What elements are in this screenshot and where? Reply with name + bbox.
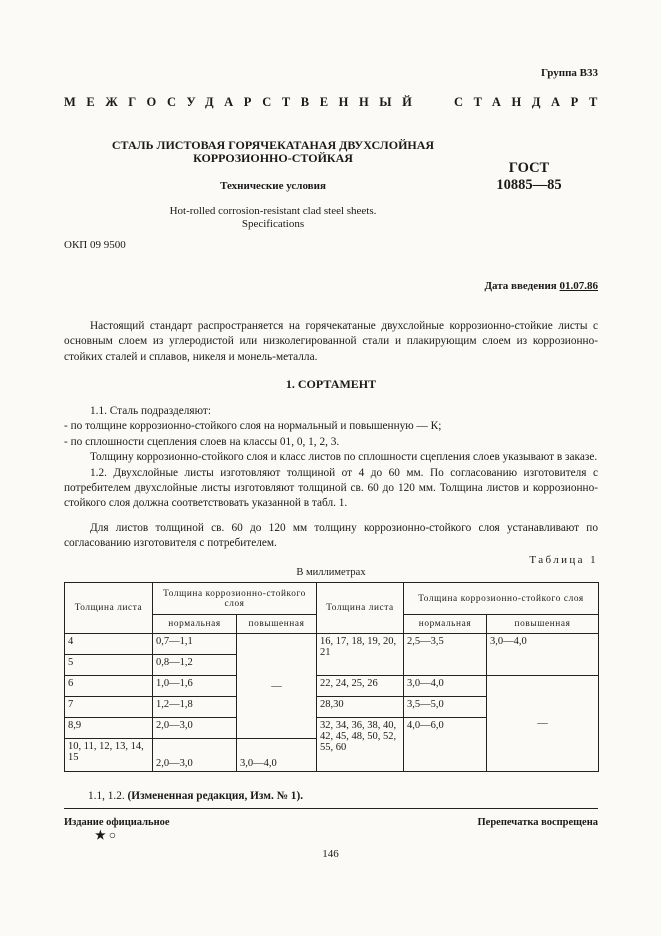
- cell-normal: 2,0—3,0: [153, 739, 237, 772]
- amendment-prefix: 1.1, 1.2.: [88, 790, 125, 802]
- header-normal: нормальная: [404, 615, 487, 634]
- gost-designation: [489, 160, 569, 194]
- amendment-text: (Измененная редакция, Изм. № 1).: [127, 790, 304, 802]
- clause-1-2: 1.2. Двухслойные листы изготовляют толщиной от 4 до 60 мм. По согласованию изготовителя с потребителем двухслойные листы изготовляют толщиной св. 60 до 120 мм. Толщина листов и коррозионно-стойкого слоя должна соответствовать указанной в табл. 1.: [64, 466, 598, 510]
- table-row: [65, 676, 599, 697]
- cell-high: 3,0—4,0: [487, 634, 599, 676]
- cell-sheet: 8,9: [65, 718, 153, 739]
- official-edition: Издание официальное: [64, 817, 170, 828]
- cell-normal: 1,0—1,6: [153, 676, 237, 697]
- english-title-line-1: Hot-rolled corrosion-resistant clad steel sheets.: [169, 205, 377, 217]
- page-number: 146: [322, 848, 339, 860]
- cell-sheet: 16, 17, 18, 19, 20, 21: [317, 634, 404, 676]
- gost-label: ГОСТ: [508, 160, 550, 176]
- cell-high-dash: —: [237, 634, 317, 739]
- cell-sheet: 4: [65, 634, 153, 655]
- intro-paragraph: Настоящий стандарт распространяется на горячекатаные двухслойные коррозионно-стойкие листы с основным слоем из углеродистой или низколегированной стали и плакирующим слоем из коррозионно-стойких сталей и сплавов, никеля и монель-металла.: [64, 320, 598, 363]
- cell-sheet: 22, 24, 25, 26: [317, 676, 404, 697]
- clause-thick-sheets: Для листов толщиной св. 60 до 120 мм толщину коррозионно-стойкого слоя устанавливают по согласованию изготовителя с потребителем.: [64, 522, 598, 550]
- cell-normal: 2,5—3,5: [404, 634, 487, 676]
- title-line-1: СТАЛЬ ЛИСТОВАЯ ГОРЯЧЕКАТАНАЯ ДВУХСЛОЙНАЯ: [111, 138, 435, 152]
- footer-divider: [64, 808, 598, 809]
- cell-normal: 1,2—1,8: [153, 697, 237, 718]
- header-high: повышенная: [237, 615, 317, 634]
- table-row: [65, 634, 599, 655]
- header-layer-thickness: Толщина коррозионно-стойкого слоя: [404, 583, 599, 615]
- cell-normal: 2,0—3,0: [153, 718, 237, 739]
- amendment-note: [88, 790, 303, 802]
- clause-1-1: 1.1. Сталь подразделяют:: [90, 405, 211, 417]
- thickness-table: [64, 582, 599, 772]
- header-layer-thickness: Толщина коррозионно-стойкого слоя: [153, 583, 317, 615]
- group-code: Группа В33: [540, 67, 598, 79]
- okp-code: ОКП 09 9500: [64, 239, 126, 251]
- table-label: Таблица 1: [529, 554, 598, 566]
- cell-normal: 0,7—1,1: [153, 634, 237, 655]
- clause-thickness-note: Толщину коррозионно-стойкого слоя и класс листов по сплошности сцепления слоев указывают в заказе.: [90, 451, 598, 464]
- cell-high-dash: —: [487, 676, 599, 772]
- title-line-2: КОРРОЗИОННО-СТОЙКАЯ: [193, 151, 353, 165]
- cell-sheet: 28,30: [317, 697, 404, 718]
- clause-1-1-item-1: - по толщине коррозионно-стойкого слоя на нормальный и повышенную — К;: [64, 420, 442, 433]
- effective-date-value: 01.07.86: [559, 280, 598, 292]
- header-high: повышенная: [487, 615, 599, 634]
- document-subtitle: Технические условия: [220, 180, 326, 192]
- cell-high: 3,0—4,0: [237, 739, 317, 772]
- effective-date-label: Дата введения: [484, 280, 557, 292]
- interstate-word: МЕЖГОСУДАРСТВЕННЫЙ: [64, 95, 423, 109]
- edition-marks: ★ ○: [95, 828, 117, 842]
- section-heading: 1. СОРТАМЕНТ: [285, 377, 377, 391]
- cell-sheet: 10, 11, 12, 13, 14, 15: [65, 739, 153, 772]
- reprint-prohibited: Перепечатка воспрещена: [477, 817, 598, 828]
- cell-normal: 3,0—4,0: [404, 676, 487, 697]
- interstate-banner: [64, 95, 608, 110]
- english-title-line-2: Specifications: [241, 218, 305, 230]
- cell-normal: 3,5—5,0: [404, 697, 487, 718]
- header-sheet-thickness: Толщина листа: [317, 583, 404, 634]
- cell-sheet: 6: [65, 676, 153, 697]
- table-unit: В миллиметрах: [296, 567, 366, 578]
- header-normal: нормальная: [153, 615, 237, 634]
- cell-sheet: 7: [65, 697, 153, 718]
- document-title: [64, 139, 482, 165]
- cell-normal: 0,8—1,2: [153, 655, 237, 676]
- gost-number: 10885—85: [496, 177, 562, 193]
- header-sheet-thickness: Толщина листа: [65, 583, 153, 634]
- english-title: [64, 205, 482, 231]
- clause-1-1-item-2: - по сплошности сцепления слоев на классы 01, 0, 1, 2, 3.: [64, 435, 340, 448]
- cell-sheet: 32, 34, 36, 38, 40, 42, 45, 48, 50, 52, 55, 60: [317, 718, 404, 772]
- cell-normal: 4,0—6,0: [404, 718, 487, 772]
- cell-sheet: 5: [65, 655, 153, 676]
- section-body: [64, 404, 598, 512]
- effective-date: [484, 280, 598, 292]
- standard-word: СТАНДАРТ: [453, 95, 608, 109]
